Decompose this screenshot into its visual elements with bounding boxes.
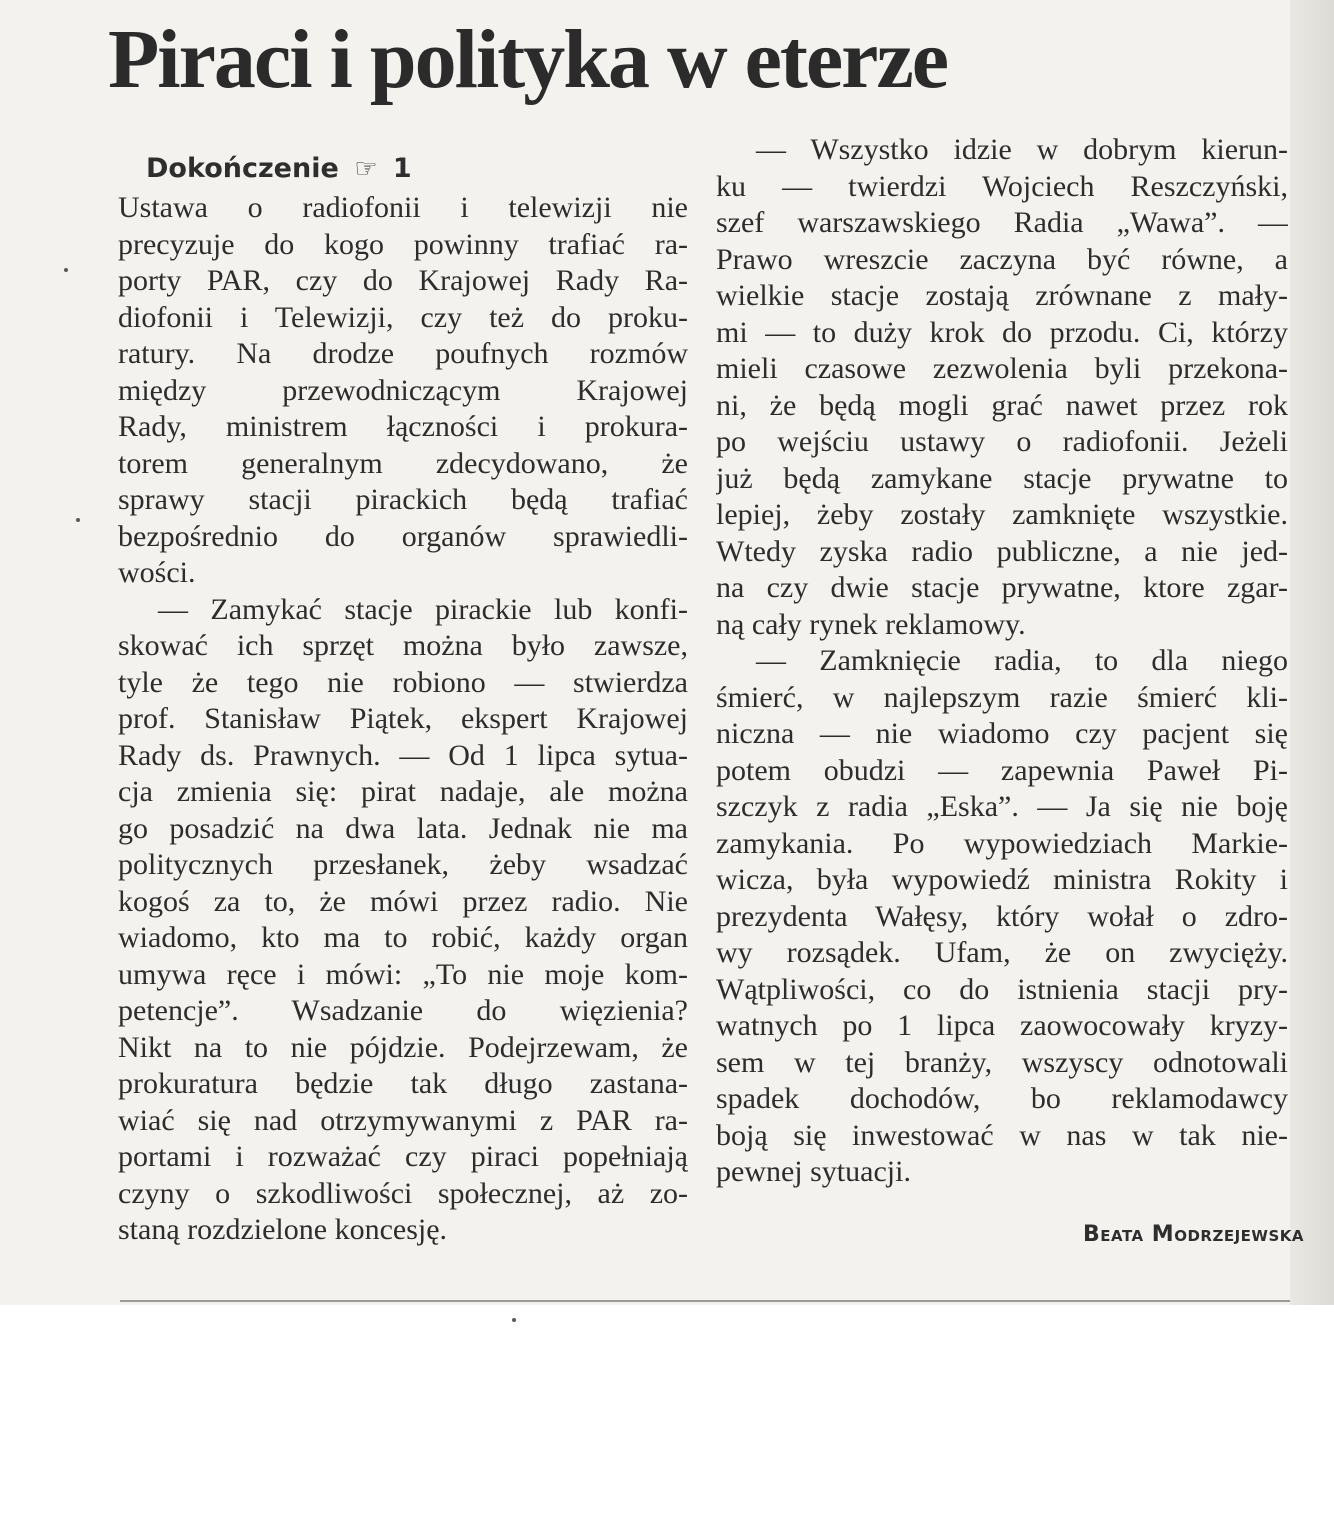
text-line: go posadzić na dwa lata. Jednak nie ma — [118, 811, 688, 845]
text-line: ratury. Na drodze poufnych rozmów — [118, 337, 688, 370]
text-line: szczyk z radia „Eska”. — Ja się nie boję — [716, 790, 1288, 823]
text-line: wy rozsądek. Ufam, że on zwycięży. — [716, 936, 1288, 969]
text-line: potem obudzi — zapewnia Paweł Pi- — [716, 753, 1288, 787]
text-line: politycznych przesłanek, żeby wsadzać — [118, 848, 688, 881]
text-line: — Zamknięcie radia, to dla niego — [756, 644, 1288, 677]
bottom-divider — [120, 1300, 1290, 1302]
scan-speck — [76, 518, 80, 522]
text-line: Ustawa o radiofonii i telewizji nie — [118, 191, 688, 224]
text-line: Rady ds. Prawnych. — Od 1 lipca sytua- — [118, 738, 688, 772]
article-byline: Beata Modrzejewska — [1083, 1222, 1304, 1247]
article-headline: Piraci i polityka w eterze — [108, 13, 948, 106]
text-line: czyny o szkodliwości społecznej, aż zo- — [118, 1176, 688, 1210]
text-line: precyzuje do kogo powinny trafiać ra- — [118, 227, 688, 261]
text-line: wości. — [118, 556, 196, 589]
text-line: spadek dochodów, bo reklamodawcy — [716, 1082, 1288, 1115]
text-line: torem generalnym zdecydowano, że — [118, 446, 688, 480]
text-line: — Wszystko idzie w dobrym kierun- — [756, 133, 1288, 166]
text-line: wielkie stacje zostają zrównane z mały- — [716, 279, 1288, 312]
text-line: ną cały rynek reklamowy. — [716, 607, 1026, 641]
text-line: wiać się nad otrzymywanymi z PAR ra- — [118, 1103, 688, 1137]
text-line: prokuratura będzie tak długo zastana- — [118, 1067, 688, 1100]
continuation-label: Dokończenie — [146, 153, 339, 184]
pointing-hand-icon: ☞ — [354, 154, 378, 184]
text-line: po wejściu ustawy o radiofonii. Jeżeli — [716, 425, 1288, 458]
text-line: petencje”. Wsadzanie do więzienia? — [118, 994, 688, 1027]
text-line: prezydenta Wałęsy, który wołał o zdro- — [716, 899, 1288, 933]
text-line: watnych po 1 lipca zaowocowały kryzy- — [716, 1009, 1288, 1042]
text-line: Rady, ministrem łączności i prokura- — [118, 410, 688, 443]
text-line: wiadomo, kto ma to robić, każdy organ — [118, 921, 688, 954]
text-line: boją się inwestować w nas w tak nie- — [716, 1118, 1288, 1152]
article-column-left — [118, 190, 688, 1249]
text-line: ku — twierdzi Wojciech Reszczyński, — [716, 169, 1288, 203]
text-line: śmierć, w najlepszym razie śmierć kli- — [716, 680, 1288, 714]
text-line: — Zamykać stacje pirackie lub konfi- — [158, 592, 688, 626]
text-line: zamykania. Po wypowiedziach Markie- — [716, 826, 1288, 860]
text-line: pewnej sytuacji. — [716, 1155, 911, 1188]
text-line: tyle że tego nie robiono — stwierdza — [118, 665, 688, 699]
text-line: szef warszawskiego Radia „Wawa”. — — [716, 206, 1288, 239]
text-line: staną rozdzielone koncesję. — [118, 1213, 448, 1246]
continuation-marker — [146, 152, 412, 186]
text-line: skować ich sprzęt można było zawsze, — [118, 629, 688, 662]
text-line: lepiej, żeby zostały zamknięte wszystkie. — [716, 498, 1288, 531]
scan-speck — [512, 1318, 516, 1322]
text-line: niczna — nie wiadomo czy pacjent się — [716, 717, 1288, 750]
article-column-right — [716, 132, 1288, 1191]
text-line: na czy dwie stacje prywatne, ktore zgar- — [716, 571, 1288, 604]
text-line: Wątpliwości, co do istnienia stacji pry- — [716, 972, 1288, 1006]
text-line: Wtedy zyska radio publiczne, a nie jed- — [716, 534, 1288, 568]
text-line: umywa ręce i mówi: „To nie moje kom- — [118, 957, 688, 991]
text-line: mieli czasowe zezwolenia byli przekona- — [716, 352, 1288, 385]
text-line: kogoś za to, że mówi przez radio. Nie — [118, 884, 688, 918]
text-line: sem w tej branży, wszyscy odnotowali — [716, 1045, 1288, 1079]
text-line: bezpośrednio do organów sprawiedli- — [118, 519, 688, 553]
text-line: porty PAR, czy do Krajowej Rady Ra- — [118, 264, 688, 297]
text-line: portami i rozważać czy piraci popełniają — [118, 1140, 688, 1173]
text-line: Nikt na to nie pójdzie. Podejrzewam, że — [118, 1030, 688, 1064]
text-line: między przewodniczącym Krajowej — [118, 373, 688, 407]
text-line: ni, że będą mogli grać nawet przez rok — [716, 388, 1288, 422]
scan-speck — [64, 268, 68, 272]
text-line: Prawo wreszcie zaczyna być równe, a — [716, 242, 1288, 276]
text-line: cja zmienia się: pirat nadaje, ale można — [118, 775, 688, 808]
text-line: mi — to duży krok do przodu. Ci, którzy — [716, 315, 1288, 349]
text-line: diofonii i Telewizji, czy też do proku- — [118, 300, 688, 334]
clipping-edge — [1290, 0, 1334, 1305]
text-line: sprawy stacji pirackich będą trafiać — [118, 483, 688, 516]
text-line: już będą zamykane stacje prywatne to — [716, 461, 1288, 495]
text-line: wicza, była wypowiedź ministra Rokity i — [716, 863, 1288, 896]
text-line: prof. Stanisław Piątek, ekspert Krajowej — [118, 702, 688, 735]
continuation-page: 1 — [392, 153, 412, 184]
